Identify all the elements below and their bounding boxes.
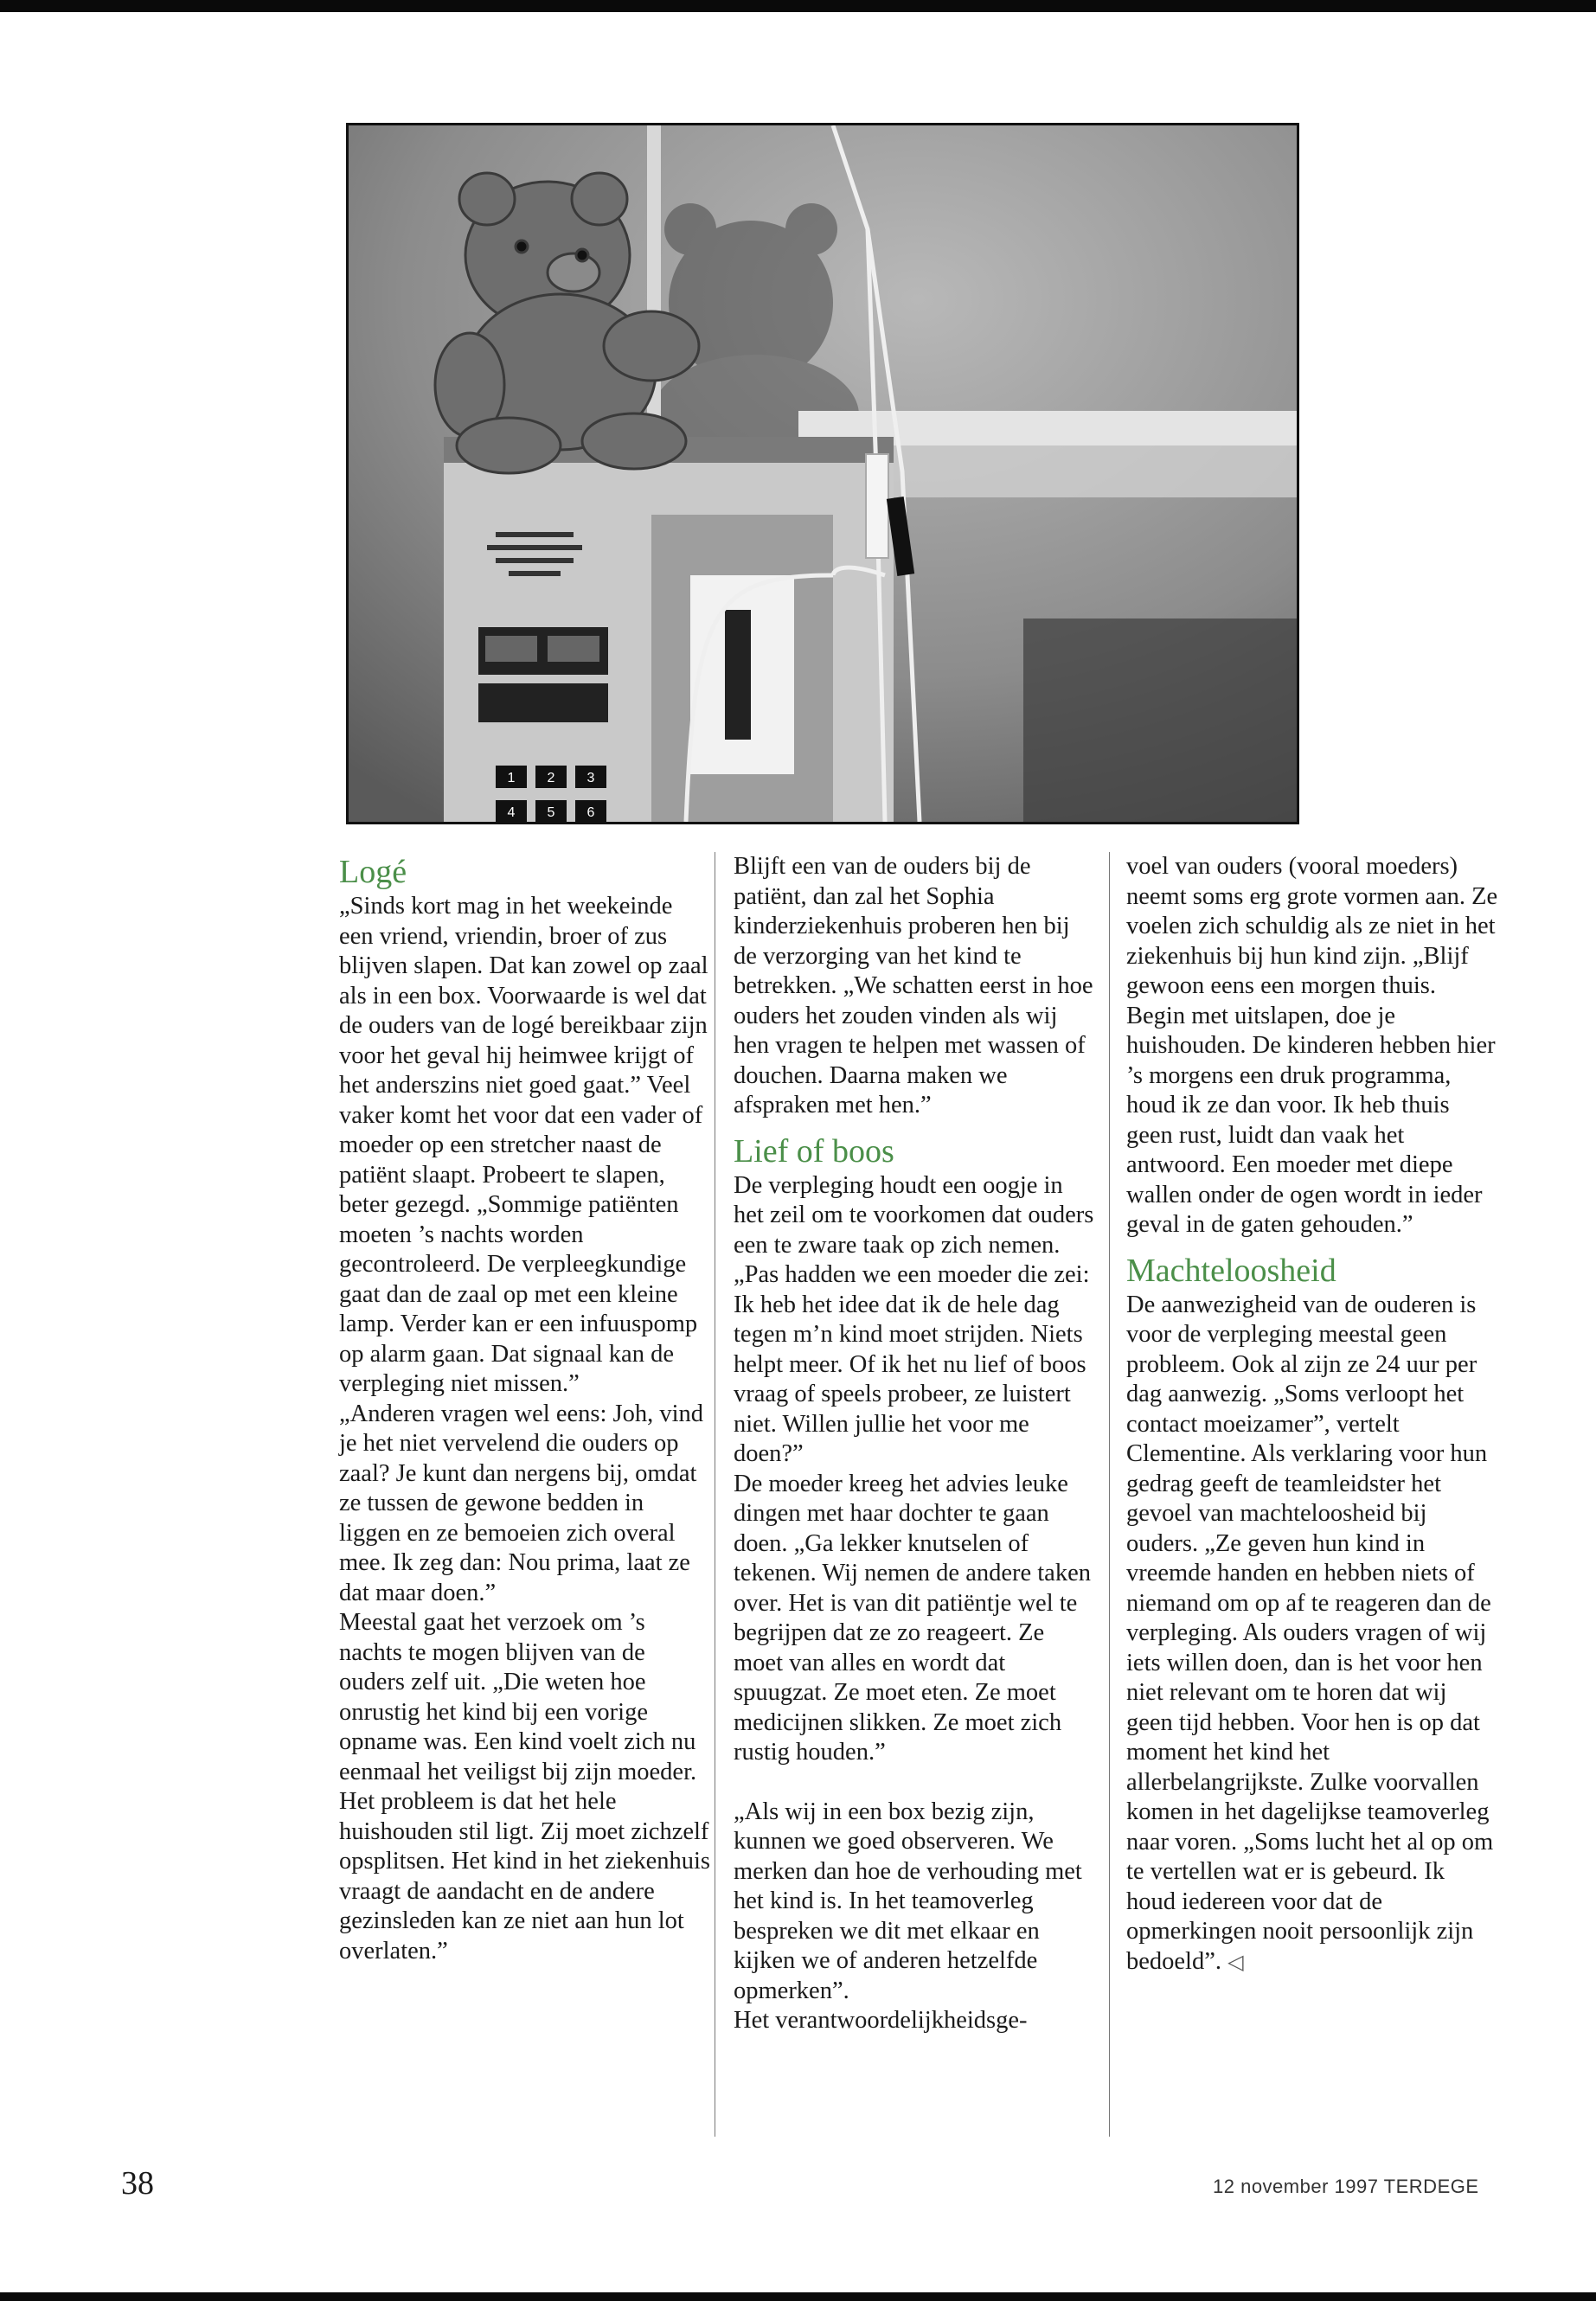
end-mark-icon: ◁: [1227, 1951, 1244, 1974]
scan-edge-top: [0, 0, 1596, 12]
pump-key-1: 1: [507, 771, 516, 785]
article-photo: [346, 123, 1299, 824]
column-1: [339, 852, 711, 1966]
drip-chamber: [866, 454, 888, 558]
column-rule-2: [1109, 852, 1110, 2137]
pump-key-3: 3: [586, 771, 595, 785]
background-objects: [1023, 619, 1297, 822]
infusion-pump: [444, 437, 894, 822]
column-3-intro: voel van ouders (vooral moeders) neemt soms erg grote vormen aan. Ze voelen zich schuldig als ze niet in het ziekenhuis bij hun kind zijn. „Blijf gewoon eens een morgen thuis. Begin met uitslapen, doe je huishouden. De kinderen hebben hier ’s morgens een druk programma, houd ik ze dan voor. Ik heb thuis geen rust, luidt dan vaak het antwoord. Een moeder met diepe wallen onder de ogen wordt in ieder geval in de gaten gehouden.”: [1126, 853, 1498, 1238]
page-number: 38: [121, 2165, 154, 2202]
pump-key-5: 5: [547, 805, 555, 820]
lief-of-boos-body: De verpleging houdt een oogje in het zeil om te voorkomen dat ouders een te zware taak op zich nemen. „Pas hadden we een moeder die zei: Ik heb het idee dat ik de hele dag tegen m’n kind moet strijden. Niets helpt meer. Of ik het nu lief of boos vraag of speels probeer, ze luistert niet. Willen jullie het voor me doen?” De moeder kreeg het advies leuke dingen met haar dochter te gaan doen. „Ga lekker knutselen of tekenen. Wij nemen de andere taken over. Het is van dit patiëntje wel te begrijpen dat ze zo reageert. Ze moet van alles en wordt dat spuugzat. Ze moet eten. Ze moet medicijnen slikken. Ze moet zich rustig houden.”: [734, 1171, 1094, 1766]
column-2-intro: Blijft een van de ouders bij de patiënt, dan zal het Sophia kinderziekenhuis proberen hen bij de verzorging van het kind te betrekken. „We schatten eerst in hoe ouders het zouden vinden als wij hen vragen te helpen met wassen of douchen. Daarna maken we afspraken met hen.”: [734, 853, 1093, 1118]
heading-machteloosheid: Machteloosheid: [1126, 1252, 1336, 1289]
scan-edge-bottom: [0, 2292, 1596, 2301]
pump-key-4: 4: [507, 805, 516, 820]
column-3: [1126, 852, 1498, 1977]
heading-lief-of-boos: Lief of boos: [734, 1132, 894, 1170]
pump-key-2: 2: [547, 771, 555, 785]
heading-loge: Logé: [339, 854, 407, 890]
issue-date: 12 november 1997 TERDEGE: [1213, 2176, 1479, 2197]
column-2: [734, 852, 1097, 2036]
loge-body: „Sinds kort mag in het weekeinde een vriend, vriendin, broer of zus blijven slapen. Dat kan zowel op zaal als in een box. Voorwaarde is wel dat de ouders van de logé bereikbaar zijn voor het geval hij heimwee krijgt of het anderszins niet goed gaat.” Veel vaker komt het voor dat een vader of moeder op een stretcher naast de patiënt slaapt. Probeert te slapen, beter gezegd. „Sommige patiënten moeten ’s nachts worden gecontroleerd. De verpleegkundige gaat dan de zaal op met een kleine lamp. Verder kan er een infuuspomp op alarm gaan. Dat signaal kan de verpleging niet missen.” „Anderen vragen wel eens: Joh, vind je het niet vervelend die ouders op zaal? Je kunt dan nergens bij, omdat ze tussen de gewone bedden in liggen en ze bemoeien zich overal mee. Ik zeg dan: Nou prima, laat ze dat maar doen.” Meestal gaat het verzoek om ’s nachts te mogen blijven van de ouders zelf uit. „Die weten hoe onrustig het kind bij een vorige opname was. Een kind voelt zich nu eenmaal het veiligst bij zijn moeder. Het probleem is dat het hele huishouden stil ligt. Zij moet zichzelf opsplitsen. Het kind in het ziekenhuis vraagt de aandacht en de andere gezinsleden kan ze niet aan hun lot overlaten.”: [339, 893, 711, 1965]
pump-key-6: 6: [586, 805, 595, 820]
machteloosheid-text: De aanwezigheid van de ouderen is voor de verpleging meestal geen probleem. Ook al zijn ze 24 uur per dag aanwezig. „Soms verloopt het contact moeizamer”, vertelt Clementine. Als verklaring voor hun gedrag geeft de teamleidster het gevoel van machteloosheid bij ouders. „Ze geven hun kind in vreemde handen en hebben niets of niemand om op af te reageren dan de verpleging. Als ouders vragen of wij iets willen doen, dan is het voor hen niet relevant om te horen dat wij geen tijd hebben. Voor hen is op dat moment het kind het allerbelangrijkste. Zulke voorvallen komen in het dagelijkse teamoverleg naar voren. „Soms lucht het al op om te vertellen wat er is gebeurd. Ik houd iedereen voor dat de opmerkingen nooit persoonlijk zijn bedoeld”.: [1126, 1291, 1494, 1975]
machteloosheid-body: [1126, 1291, 1498, 1978]
lief-of-boos-body-2: „Als wij in een box bezig zijn, kunnen we goed observeren. We merken dan hoe de verhouding met het kind is. In het teamoverleg bespreken we dit met elkaar en kijken we of anderen hetzelfde opmerken”. Het verantwoordelijkheidsge-: [734, 1798, 1082, 2034]
